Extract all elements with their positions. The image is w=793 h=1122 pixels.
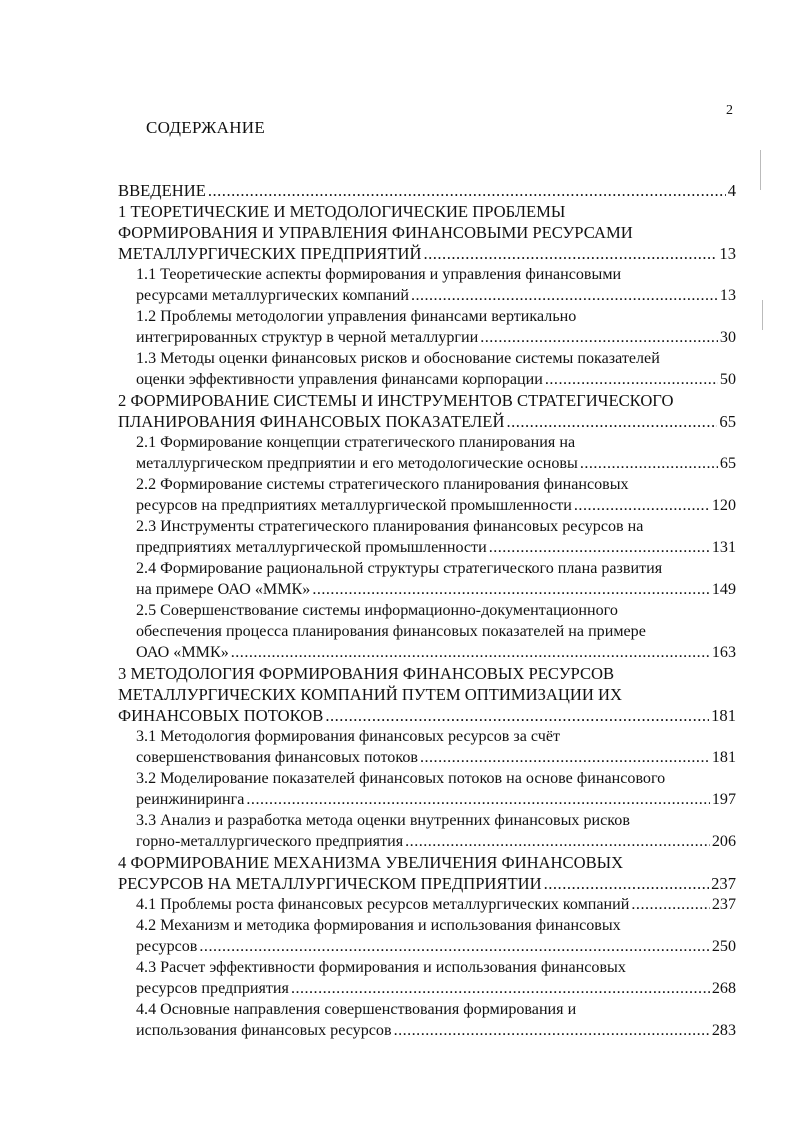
dot-leader — [489, 537, 710, 558]
toc-entry — [118, 600, 736, 663]
toc-entry — [118, 201, 736, 264]
dot-leader — [631, 894, 709, 915]
toc-entry — [118, 558, 736, 600]
toc-entry-last-line — [136, 369, 736, 390]
toc-entry-title: оценки эффективности управления финансами корпорации — [136, 371, 543, 388]
toc-entry — [118, 852, 736, 894]
toc-entry-text-line: 4.3 Расчет эффективности формирования и использования финансовых — [136, 959, 626, 976]
dot-leader — [246, 789, 709, 810]
toc-entry-title: ресурсов предприятия — [136, 980, 289, 997]
toc-entry-page: 65 — [719, 455, 736, 472]
toc-entry — [118, 894, 736, 915]
toc-entry-last-line — [136, 453, 736, 474]
toc-entry — [118, 474, 736, 516]
toc-entry-text-line: 2 ФОРМИРОВАНИЕ СИСТЕМЫ И ИНСТРУМЕНТОВ СТРАТЕГИЧЕСКОГО — [118, 391, 674, 410]
toc-entry-text-line: ФОРМИРОВАНИЯ И УПРАВЛЕНИЯ ФИНАНСОВЫМИ РЕСУРСАМИ — [118, 223, 633, 242]
toc-entry-text-line: 4 ФОРМИРОВАНИЕ МЕХАНИЗМА УВЕЛИЧЕНИЯ ФИНАНСОВЫХ — [118, 853, 624, 872]
toc-entry-page: 250 — [711, 938, 736, 955]
dot-leader — [394, 1020, 710, 1041]
toc-entry-text-line: 3 МЕТОДОЛОГИЯ ФОРМИРОВАНИЯ ФИНАНСОВЫХ РЕСУРСОВ — [118, 664, 615, 683]
toc-entry-title: ФИНАНСОВЫХ ПОТОКОВ — [118, 706, 324, 725]
toc-entry-page: 13 — [719, 244, 736, 263]
toc-entry-last-line — [118, 705, 736, 726]
dot-leader — [411, 285, 718, 306]
toc-entry-text-line: 3.2 Моделирование показателей финансовых потоков на основе финансового — [136, 770, 666, 787]
page-number: 2 — [726, 103, 733, 118]
toc-entry-page: 50 — [719, 371, 736, 388]
toc-entry — [118, 348, 736, 390]
toc-entry-last-line — [136, 537, 736, 558]
toc-entry-text-line: 4.4 Основные направления совершенствования формирования и — [136, 1001, 577, 1018]
toc-entry-text-line: 2.3 Инструменты стратегического планирования финансовых ресурсов на — [136, 518, 644, 535]
toc-entry-last-line — [136, 327, 736, 348]
toc-entry-text-line: 1.2 Проблемы методологии управления финансами вертикально — [136, 308, 577, 325]
toc-entry-text-line: 1.3 Методы оценки финансовых рисков и обоснование системы показателей — [136, 350, 660, 367]
toc-entry-last-line — [136, 285, 736, 306]
toc-entry — [118, 432, 736, 474]
dot-leader — [480, 327, 718, 348]
toc-entry-page: 237 — [711, 874, 736, 893]
toc-entry-last-line — [136, 495, 736, 516]
toc-entry-last-line — [136, 747, 736, 768]
toc-entry-page: 237 — [711, 896, 736, 913]
toc-entry — [118, 390, 736, 432]
toc-entry — [118, 768, 736, 810]
toc-entry-title: ВВЕДЕНИЕ — [118, 181, 206, 200]
toc-entry-title: ПЛАНИРОВАНИЯ ФИНАНСОВЫХ ПОКАЗАТЕЛЕЙ — [118, 412, 505, 431]
toc-entry-title: на примере ОАО «ММК» — [136, 581, 311, 598]
scan-artifact — [760, 150, 761, 190]
toc-entry-page: 13 — [719, 287, 736, 304]
dot-leader — [423, 243, 717, 264]
toc-entry-last-line — [118, 180, 736, 201]
toc-entry-last-line — [118, 243, 736, 264]
dot-leader — [544, 873, 710, 894]
toc-entry-last-line — [118, 873, 736, 894]
toc-entry-title: металлургическом предприятии и его методологические основы — [136, 455, 578, 472]
toc-entry-text-line: 4.2 Механизм и методика формирования и использования финансовых — [136, 917, 621, 934]
toc-entry-page: 65 — [719, 412, 736, 431]
toc-entry-last-line — [136, 936, 736, 957]
toc-entry-page: 131 — [711, 539, 736, 556]
toc-entry-last-line — [136, 579, 736, 600]
toc-entry-text-line: 2.5 Совершенствование системы информационно-документационного — [136, 602, 618, 619]
toc-entry-page: 283 — [711, 1022, 736, 1039]
toc-entry-page: 181 — [711, 706, 736, 725]
toc-entry-text-line: 2.2 Формирование системы стратегического планирования финансовых — [136, 476, 629, 493]
toc-entry-page: 197 — [711, 791, 736, 808]
toc-entry-text-line: 3.1 Методология формирования финансовых ресурсов за счёт — [136, 728, 561, 745]
toc-entry-last-line — [118, 411, 736, 432]
toc-entry-title: реинжиниринга — [136, 791, 245, 808]
toc-entry-last-line — [136, 894, 736, 915]
toc-entry-title: ресурсов на предприятиях металлургической промышленности — [136, 497, 572, 514]
dot-leader — [574, 495, 710, 516]
toc-entry-page: 268 — [711, 980, 736, 997]
toc-entry — [118, 810, 736, 852]
toc-entry-page: 206 — [711, 833, 736, 850]
toc-entry-title: 4.1 Проблемы роста финансовых ресурсов металлургических компаний — [136, 896, 630, 913]
toc-entry — [118, 516, 736, 558]
toc-entry-page: 181 — [711, 749, 736, 766]
toc-entry-page: 30 — [719, 329, 736, 346]
toc-entry — [118, 999, 736, 1041]
toc-entry-title: использования финансовых ресурсов — [136, 1022, 392, 1039]
toc-entry-page: 120 — [711, 497, 736, 514]
toc-entry-last-line — [136, 1020, 736, 1041]
toc-entry — [118, 180, 736, 201]
dot-leader — [506, 411, 717, 432]
toc-entry-title: предприятиях металлургической промышленности — [136, 539, 487, 556]
toc-entry-last-line — [136, 831, 736, 852]
toc-entry-text-line: 1 ТЕОРЕТИЧЕСКИЕ И МЕТОДОЛОГИЧЕСКИЕ ПРОБЛЕМЫ — [118, 202, 566, 221]
toc-entry-text-line: 1.1 Теоретические аспекты формирования и управления финансовыми — [136, 266, 622, 283]
toc-entry — [118, 663, 736, 726]
toc-entry — [118, 264, 736, 306]
toc-entry-text-line: 2.4 Формирование рациональной структуры стратегического плана развития — [136, 560, 663, 577]
toc-entry-title: ОАО «ММК» — [136, 644, 229, 661]
dot-leader — [545, 369, 718, 390]
scan-artifact — [762, 300, 763, 330]
toc-entry-page: 149 — [711, 581, 736, 598]
toc-entry-last-line — [136, 978, 736, 999]
toc-entry-text-line: МЕТАЛЛУРГИЧЕСКИХ КОМПАНИЙ ПУТЕМ ОПТИМИЗАЦИИ ИХ — [118, 685, 622, 704]
dot-leader — [231, 642, 710, 663]
dot-leader — [580, 453, 718, 474]
dot-leader — [420, 747, 710, 768]
toc-entry — [118, 726, 736, 768]
dot-leader — [291, 978, 710, 999]
dot-leader — [405, 831, 710, 852]
toc-entry-text-line: 2.1 Формирование концепции стратегического планирования на — [136, 434, 576, 451]
toc-entry-title: РЕСУРСОВ НА МЕТАЛЛУРГИЧЕСКОМ ПРЕДПРИЯТИИ — [118, 874, 542, 893]
toc-entry-title: интегрированных структур в черной металлургии — [136, 329, 479, 346]
toc-entry — [118, 957, 736, 999]
dot-leader — [199, 936, 709, 957]
dot-leader — [325, 705, 709, 726]
toc-entry-page: 4 — [727, 181, 736, 200]
toc-entry-last-line — [136, 789, 736, 810]
toc-entry — [118, 915, 736, 957]
toc-entry-text-line: обеспечения процесса планирования финансовых показателей на примере — [136, 623, 646, 640]
page-title: СОДЕРЖАНИЕ — [146, 118, 266, 137]
toc-entry-title: совершенствования финансовых потоков — [136, 749, 418, 766]
table-of-contents — [118, 180, 736, 1041]
toc-entry-text-line: 3.3 Анализ и разработка метода оценки внутренних финансовых рисков — [136, 812, 630, 829]
toc-entry-last-line — [136, 642, 736, 663]
toc-entry-title: горно-металлургического предприятия — [136, 833, 404, 850]
dot-leader — [208, 180, 726, 201]
toc-entry-title: МЕТАЛЛУРГИЧЕСКИХ ПРЕДПРИЯТИЙ — [118, 244, 422, 263]
toc-entry-title: ресурсов — [136, 938, 198, 955]
dot-leader — [312, 579, 710, 600]
toc-entry-title: ресурсами металлургических компаний — [136, 287, 409, 304]
toc-entry-page: 163 — [711, 644, 736, 661]
toc-entry — [118, 306, 736, 348]
